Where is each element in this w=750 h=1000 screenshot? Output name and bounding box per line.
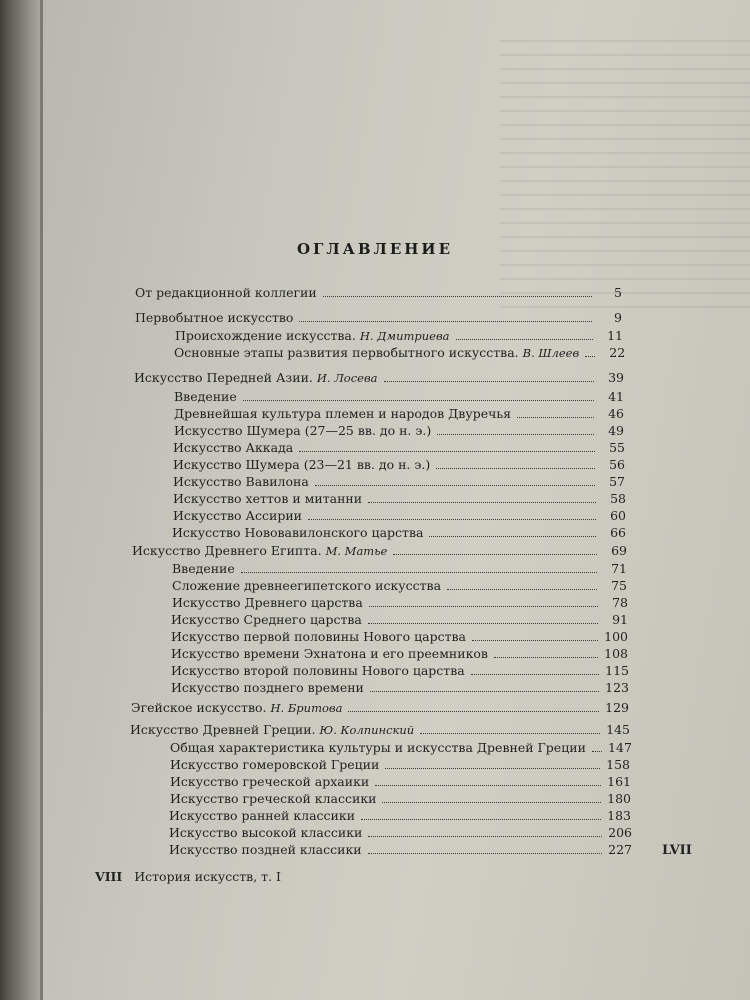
toc-entry-title: Искусство Вавилона bbox=[173, 474, 309, 489]
toc-subsection-entry bbox=[173, 474, 625, 489]
dot-leader bbox=[369, 606, 598, 607]
dot-leader bbox=[241, 572, 597, 573]
toc-entry-page-number: 55 bbox=[609, 440, 625, 455]
dot-leader bbox=[299, 451, 595, 452]
toc-subsection-entry bbox=[170, 774, 631, 789]
toc-entry-page-number: 9 bbox=[614, 310, 622, 325]
toc-entry-title: Общая характеристика культуры и искусства Древней Греции bbox=[170, 740, 586, 755]
dot-leader bbox=[436, 468, 595, 469]
page-gutter bbox=[40, 0, 43, 1000]
toc-section-entry bbox=[135, 285, 622, 300]
toc-entry-title: Искусство поздней классики bbox=[169, 842, 362, 857]
dot-leader bbox=[382, 802, 601, 803]
toc-subsection-entry bbox=[170, 791, 631, 806]
toc-heading: ОГЛАВЛЕНИЕ bbox=[296, 240, 454, 258]
dot-leader bbox=[368, 836, 602, 837]
dot-leader bbox=[315, 485, 595, 486]
dot-leader bbox=[375, 785, 601, 786]
toc-entry-title: Происхождение искусства. bbox=[175, 328, 356, 343]
toc-entry-title: Искусство Древней Греции. bbox=[130, 722, 316, 737]
dot-leader bbox=[592, 751, 602, 752]
toc-entry-author: Н. Дмитриева bbox=[359, 329, 450, 343]
dot-leader bbox=[368, 623, 598, 624]
toc-subsection-entry bbox=[169, 808, 631, 823]
toc-entry-title: Искусство греческой архаики bbox=[170, 774, 370, 789]
toc-entry-title: Искусство Аккада bbox=[173, 440, 294, 455]
toc-entry-author: Н. Бритова bbox=[270, 701, 343, 715]
toc-entry-title: Введение bbox=[174, 389, 237, 404]
toc-entry-title: Искусство греческой классики bbox=[170, 791, 377, 806]
dot-leader bbox=[471, 674, 599, 675]
running-footer bbox=[95, 869, 281, 884]
dot-leader bbox=[384, 381, 594, 382]
toc-entry-page-number: 57 bbox=[609, 474, 625, 489]
dot-leader bbox=[370, 691, 599, 692]
toc-entry-title: Искусство хеттов и митанни bbox=[173, 491, 363, 506]
toc-subsection-entry bbox=[173, 491, 626, 506]
footer-book-title: История искусств, т. I bbox=[134, 869, 281, 884]
toc-entry-title: Искусство Нововавилонского царства bbox=[172, 525, 424, 540]
toc-entry-page-number: 129 bbox=[605, 700, 629, 715]
dot-leader bbox=[299, 321, 592, 322]
toc-entry-title: Искусство высокой классики bbox=[169, 825, 363, 840]
dot-leader bbox=[243, 400, 594, 401]
toc-entry-title: Искусство Передней Азии. bbox=[134, 370, 313, 385]
toc-entry-page-number: 56 bbox=[609, 457, 625, 472]
toc-entry-page-number: 180 bbox=[607, 791, 631, 806]
toc-entry-page-number: 39 bbox=[608, 370, 624, 385]
toc-entry-page-number: 123 bbox=[605, 680, 629, 695]
toc-subsection-entry bbox=[169, 825, 632, 840]
toc-entry-title: Искусство Древнего царства bbox=[172, 595, 363, 610]
toc-subsection-entry bbox=[172, 561, 627, 576]
toc-entry-page-number: 145 bbox=[606, 722, 630, 737]
toc-entry-page-number: 108 bbox=[604, 646, 628, 661]
dot-leader bbox=[494, 657, 598, 658]
toc-entry-page-number: 60 bbox=[610, 508, 626, 523]
toc-entry-page-number: 91 bbox=[612, 612, 628, 627]
toc-subsection-entry bbox=[173, 457, 625, 472]
toc-subsection-entry bbox=[169, 842, 632, 857]
toc-entry-page-number: 41 bbox=[608, 389, 624, 404]
toc-section-entry bbox=[130, 722, 630, 738]
toc-entry-title: Сложение древнеегипетского искусства bbox=[172, 578, 442, 593]
toc-entry-author: Ю. Колпинский bbox=[319, 723, 415, 737]
toc-entry-page-number: 11 bbox=[607, 328, 623, 343]
toc-subsection-entry bbox=[173, 440, 625, 455]
toc-entry-page-number: 58 bbox=[610, 491, 626, 506]
toc-entry-page-number: 5 bbox=[614, 285, 622, 300]
toc-entry-page-number: 75 bbox=[611, 578, 627, 593]
dot-leader bbox=[368, 853, 602, 854]
toc-subsection-entry bbox=[171, 646, 628, 661]
dot-leader bbox=[472, 640, 598, 641]
toc-entry-page-number: 100 bbox=[604, 629, 628, 644]
footer-roman-numeral: VIII bbox=[95, 869, 123, 884]
toc-entry-page-number: 66 bbox=[610, 525, 626, 540]
dot-leader bbox=[393, 554, 597, 555]
dot-leader bbox=[420, 733, 600, 734]
toc-subsection-entry bbox=[171, 663, 629, 678]
toc-entry-page-number: 22 bbox=[609, 345, 626, 360]
toc-entry-title: Искусство Древнего Египта. bbox=[132, 543, 322, 558]
dot-leader bbox=[456, 339, 593, 340]
toc-subsection-entry bbox=[170, 757, 630, 772]
toc-entry-author: И. Лосева bbox=[316, 371, 378, 385]
toc-entry-page-number: 158 bbox=[606, 757, 630, 772]
toc-entry-title: Искусство Среднего царства bbox=[171, 612, 362, 627]
toc-entry-page-number: 183 bbox=[607, 808, 631, 823]
toc-entry-title: Древнейшая культура племен и народов Двуречья bbox=[174, 406, 512, 421]
dot-leader bbox=[429, 536, 596, 537]
toc-entry-title: Искусство Ассирии bbox=[173, 508, 302, 523]
page-number-roman: LVII bbox=[662, 843, 692, 858]
toc-entry-page-number: 49 bbox=[608, 423, 624, 438]
dot-leader bbox=[447, 589, 597, 590]
toc-subsection-entry bbox=[172, 578, 627, 593]
toc-entry-title: От редакционной коллегии bbox=[135, 285, 317, 300]
dot-leader bbox=[368, 502, 596, 503]
book-spine-edge bbox=[0, 0, 40, 1000]
dot-leader bbox=[308, 519, 596, 520]
bleed-through-text bbox=[500, 40, 750, 320]
toc-entry-page-number: 78 bbox=[612, 595, 628, 610]
toc-entry-page-number: 71 bbox=[611, 561, 627, 576]
toc-subsection-entry bbox=[171, 612, 628, 627]
toc-entry-title: Искусство ранней классики bbox=[169, 808, 356, 823]
dot-leader bbox=[585, 356, 595, 357]
toc-subsection-entry bbox=[174, 389, 624, 404]
dot-leader bbox=[385, 768, 600, 769]
toc-entry-title: Искусство Шумера (27—25 вв. до н. э.) bbox=[174, 423, 432, 438]
toc-entry-page-number: 46 bbox=[608, 406, 624, 421]
toc-entry-author: В. Шлеев bbox=[522, 346, 580, 360]
toc-subsection-entry bbox=[171, 629, 628, 644]
toc-entry-page-number: 227 bbox=[608, 842, 632, 857]
toc-subsection-entry bbox=[172, 525, 626, 540]
toc-entry-title: Искусство позднего времени bbox=[171, 680, 364, 695]
toc-entry-title: Первобытное искусство bbox=[135, 310, 294, 325]
dot-leader bbox=[348, 711, 599, 712]
toc-entry-title: Искусство Шумера (23—21 вв. до н. э.) bbox=[173, 457, 431, 472]
toc-entry-page-number: 115 bbox=[605, 663, 629, 678]
toc-subsection-entry bbox=[175, 328, 623, 344]
toc-subsection-entry bbox=[172, 595, 628, 610]
toc-subsection-entry bbox=[174, 423, 624, 438]
dot-leader bbox=[323, 296, 592, 297]
toc-entry-title: Искусство гомеровской Греции bbox=[170, 757, 380, 772]
toc-subsection-entry bbox=[171, 680, 629, 695]
toc-entry-title: Введение bbox=[172, 561, 235, 576]
toc-section-entry bbox=[135, 310, 622, 325]
toc-entry-title: Искусство времени Эхнатона и его преемников bbox=[171, 646, 488, 661]
toc-entry-page-number: 161 bbox=[607, 774, 631, 789]
dot-leader bbox=[361, 819, 601, 820]
toc-subsection-entry bbox=[170, 740, 630, 755]
toc-entry-author: М. Матье bbox=[325, 544, 388, 558]
toc-entry-page-number: 206 bbox=[608, 825, 632, 840]
toc-subsection-entry bbox=[173, 508, 626, 523]
toc-section-entry bbox=[131, 700, 629, 716]
toc-entry-page-number: 69 bbox=[611, 543, 627, 558]
toc-entry-title: Основные этапы развития первобытного искусства. bbox=[174, 345, 519, 360]
toc-subsection-entry bbox=[174, 406, 624, 421]
toc-section-entry bbox=[132, 543, 627, 559]
dot-leader bbox=[517, 417, 594, 418]
toc-entry-title: Эгейское искусство. bbox=[131, 700, 267, 715]
toc-subsection-entry bbox=[174, 345, 626, 361]
dot-leader bbox=[437, 434, 594, 435]
toc-entry-title: Искусство второй половины Нового царства bbox=[171, 663, 465, 678]
toc-entry-page-number: 147 bbox=[608, 740, 632, 755]
toc-section-entry bbox=[134, 370, 624, 386]
toc-entry-title: Искусство первой половины Нового царства bbox=[171, 629, 467, 644]
